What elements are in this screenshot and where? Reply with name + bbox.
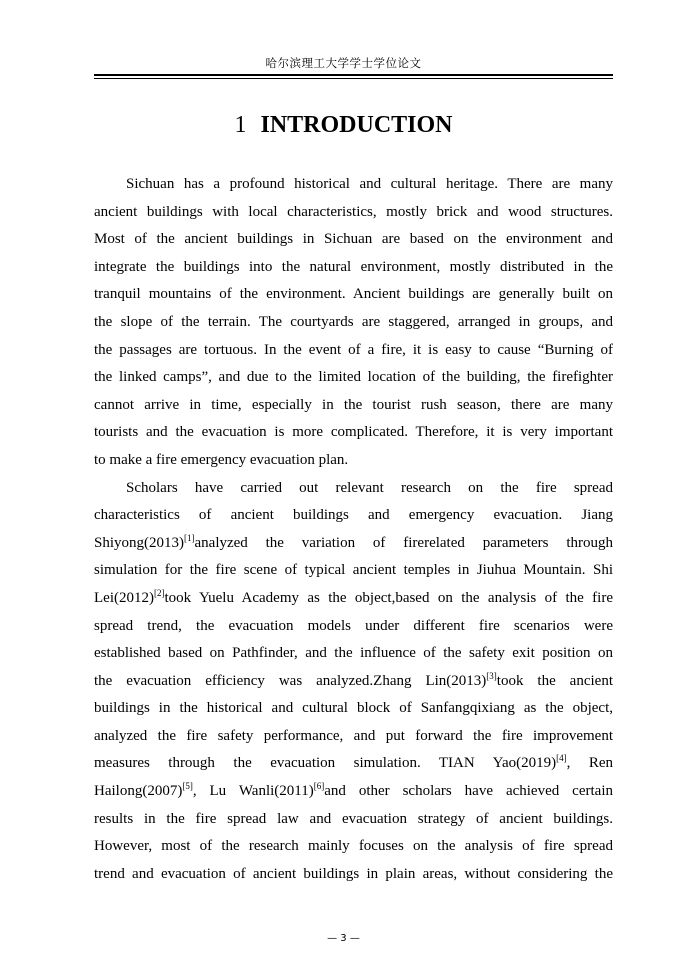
paragraph-2-line <box>94 778 613 806</box>
citation-author: Shiyong(2013) <box>94 534 184 551</box>
line-text: and other scholars have achieved certain <box>324 783 613 800</box>
citation-ref[interactable]: [4] <box>556 753 567 764</box>
paragraph-1-line: to make a fire emergency evacuation plan. <box>94 451 349 468</box>
paragraph-2-line: Scholars have carried out relevant research on the fire spread <box>126 479 613 496</box>
citation-author: Lei(2012) <box>94 589 154 606</box>
line-text: analyzed the variation of firerelated parameters through <box>194 534 613 551</box>
paragraph-1-line: ancient buildings with local characteristics, mostly brick and wood structures. <box>94 203 613 220</box>
paragraph-2-line: results in the fire spread law and evacuation strategy of ancient buildings. <box>94 810 613 827</box>
paragraph-2-line: spread trend, the evacuation models under different fire scenarios were <box>94 617 613 634</box>
paragraph-1-line: cannot arrive in time, especially in the tourist rush season, there are many <box>94 396 613 413</box>
citation-ref[interactable]: [2] <box>153 587 165 598</box>
chapter-number: 1 <box>234 112 247 138</box>
page-number: — 3 — <box>327 933 360 944</box>
paragraph-1-line: Most of the ancient buildings in Sichuan are based on the environment and <box>94 231 613 248</box>
citation-ref[interactable]: [6] <box>313 781 325 792</box>
paragraph-1-line: Sichuan has a profound historical and cultural heritage. There are many <box>126 176 613 192</box>
paragraph-1-line: the passages are tortuous. In the event of a fire, it is easy to cause “Burning of <box>94 341 613 358</box>
chapter-heading: INTRODUCTION <box>260 112 453 138</box>
line-text: took the ancient <box>496 672 613 689</box>
paragraph-1-line: tourists and the evacuation is more complicated. Therefore, it is very important <box>94 424 613 441</box>
body-text <box>94 171 613 888</box>
citation-author: , Lu Wanli(2011) <box>192 783 314 800</box>
paragraph-2-line: characteristics of ancient buildings and emergency evacuation. Jiang <box>94 507 613 524</box>
line-text: took Yuelu Academy as the object,based on the analysis of the fire <box>164 589 613 606</box>
citation-ref[interactable]: [1] <box>184 532 195 543</box>
paragraph-2-line: trend and evacuation of ancient buildings in plain areas, without considering the <box>94 865 613 882</box>
header-rule-thick <box>94 74 613 76</box>
chapter-title <box>0 110 687 140</box>
running-header: 哈尔滨理工大学学士学位论文 <box>265 56 422 70</box>
line-text: the evacuation efficiency was analyzed.Zhang Lin(2013) <box>94 672 487 689</box>
paragraph-2-line: analyzed the fire safety performance, and put forward the fire improvement <box>94 727 613 744</box>
citation-author: Hailong(2007) <box>94 783 183 800</box>
paragraph-2-line: established based on Pathfinder, and the influence of the safety exit position on <box>94 645 613 662</box>
paragraph-1-line: tranquil mountains of the environment. Ancient buildings are generally built on <box>94 286 613 303</box>
paragraph-1-line: integrate the buildings into the natural environment, mostly distributed in the <box>94 258 613 275</box>
paragraph-2-line <box>94 530 613 558</box>
citation-ref[interactable]: [5] <box>182 781 193 792</box>
paragraph-2-line <box>94 668 613 696</box>
paragraph-1-line: the slope of the terrain. The courtyards are staggered, arranged in groups, and <box>94 313 613 330</box>
paragraph-2-line: However, most of the research mainly focuses on the analysis of fire spread <box>94 838 613 855</box>
line-text: , Ren <box>566 755 613 772</box>
paragraph-1-line: the linked camps”, and due to the limited location of the building, the firefighter <box>94 369 613 386</box>
paragraph-2-line <box>94 750 613 778</box>
line-text: measures through the evacuation simulation. TIAN Yao(2019) <box>94 755 557 772</box>
header-rule-thin <box>94 78 613 79</box>
paragraph-2-line: buildings in the historical and cultural block of Sanfangqixiang as the object, <box>94 700 613 717</box>
citation-ref[interactable]: [3] <box>486 670 497 681</box>
paragraph-2-line: simulation for the fire scene of typical ancient temples in Jiuhua Mountain. Shi <box>94 562 613 579</box>
paragraph-2-line <box>94 585 613 613</box>
